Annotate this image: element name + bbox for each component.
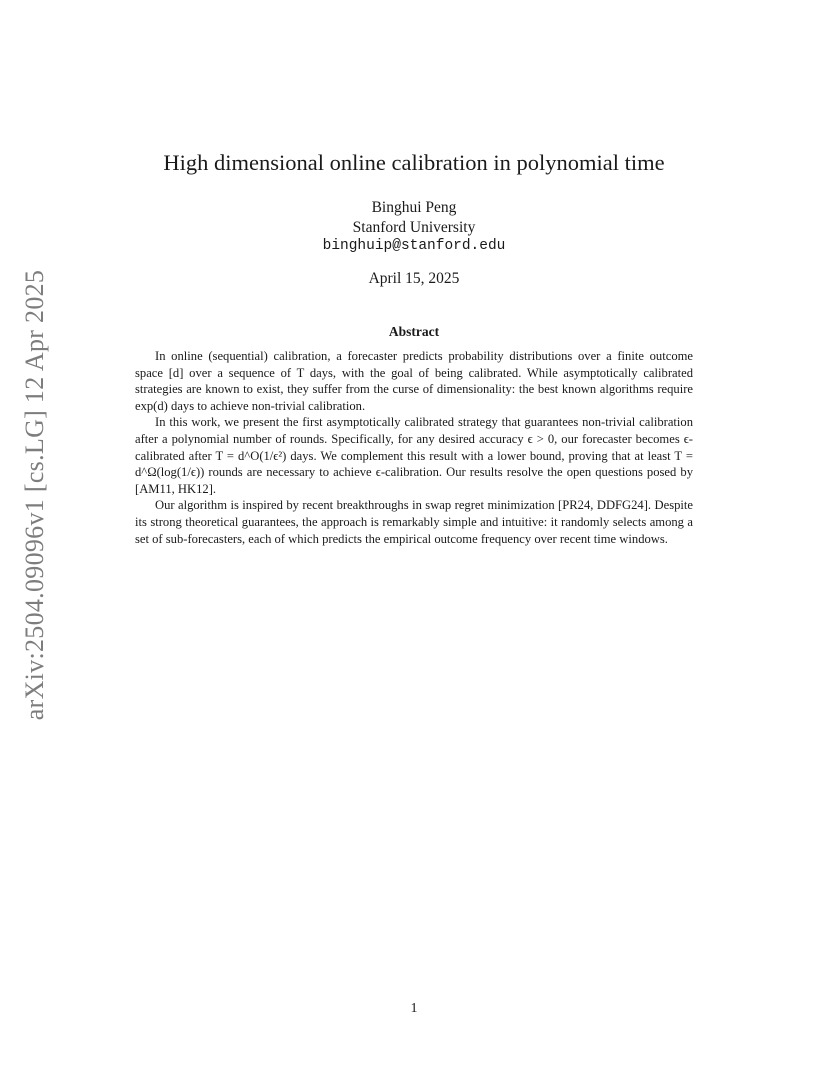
author-affiliation: Stanford University: [352, 218, 476, 236]
author-block: [0, 198, 828, 257]
abstract-paragraph: In this work, we present the first asymptotically calibrated strategy that guarantees non-trivial calibration after a polynomial number of rounds. Specifically, for any desired accuracy ϵ > 0, our forecaster becomes ϵ-calibrated after T = d^O(1/ϵ²) days. We complement this result with a lower bound, proving that at least T = d^Ω(log(1/ϵ)) rounds are necessary to achieve ϵ-calibration. Our results resolve the open questions posed by [AM11, HK12].: [135, 415, 693, 496]
paper-title: High dimensional online calibration in polynomial time: [163, 150, 665, 175]
author-name: Binghui Peng: [371, 199, 457, 216]
abstract-heading: Abstract: [388, 324, 440, 339]
author-email[interactable]: binghuip@stanford.edu: [322, 238, 506, 254]
abstract-paragraph: In online (sequential) calibration, a forecaster predicts probability distributions over a finite outcome space [d] over a sequence of T days, with the goal of being calibrated. While asymptotically calibrated strategies are known to exist, they suffer from the curse of dimensionality: the best known algorithms require exp(d) days to achieve non-trivial calibration.: [135, 349, 693, 413]
page-number: 1: [410, 1001, 418, 1016]
abstract-paragraph: Our algorithm is inspired by recent breakthroughs in swap regret minimization [PR24, DDFG24]. Despite its strong theoretical guarantees, the approach is remarkably simple and intuitive: it randomly selects among a set of sub-forecasters, each of which predicts the empirical outcome frequency over recent time windows.: [135, 498, 693, 546]
paper-date: April 15, 2025: [368, 270, 460, 287]
abstract-body: [135, 348, 693, 547]
arxiv-identifier-text: arXiv:2504.09096v1 [cs.LG] 12 Apr 2025: [20, 269, 49, 721]
